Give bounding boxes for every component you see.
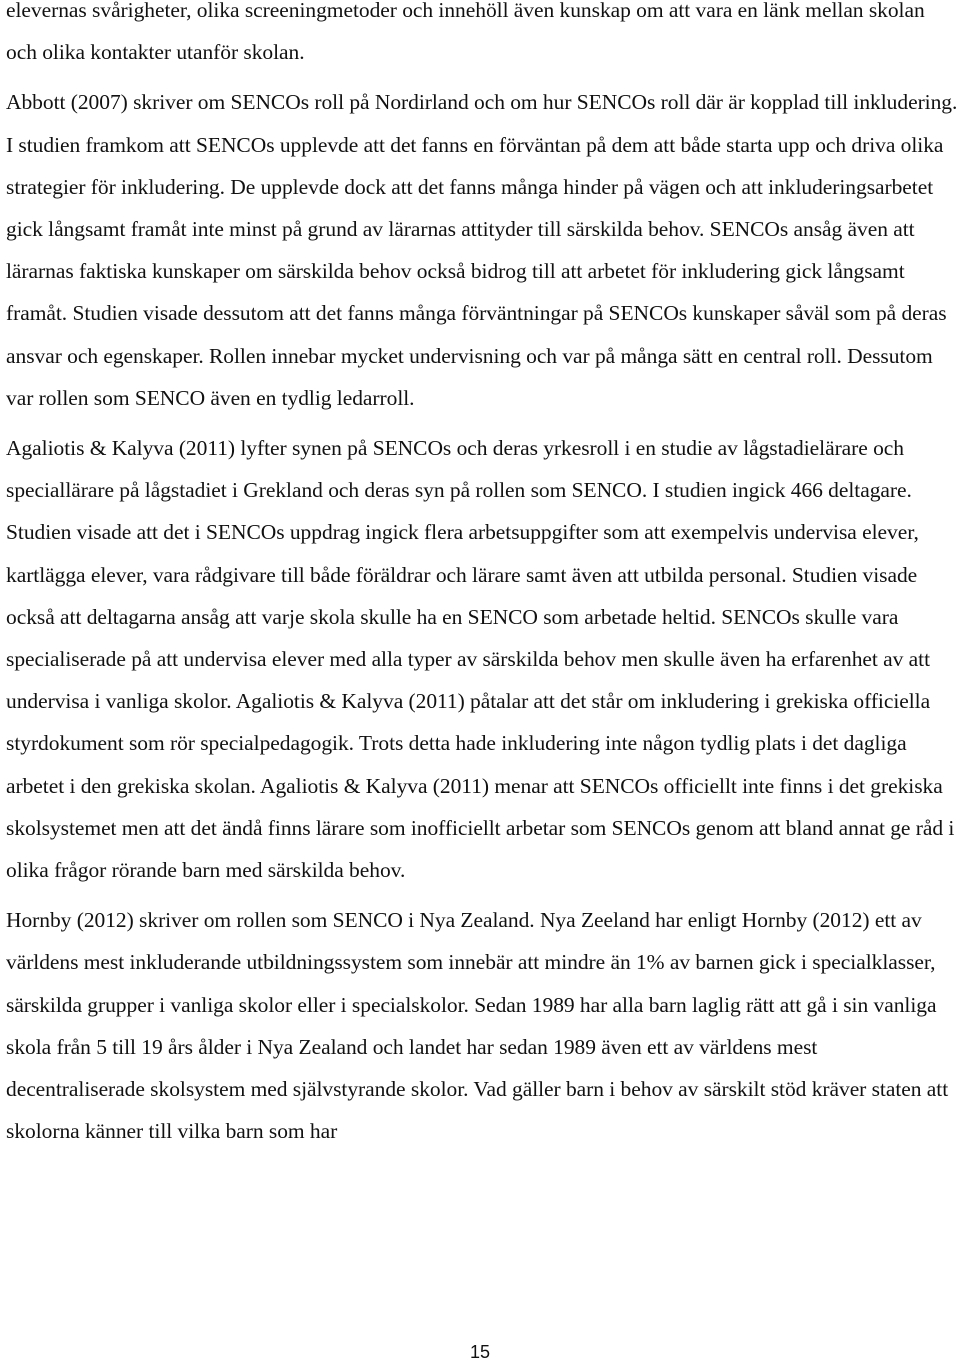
paragraph-hornby: Hornby (2012) skriver om rollen som SENCO i Nya Zealand. Nya Zeeland har enligt Hornby (2012) ett av världens mest inkluderande utbildningssystem som innebär att mindre än 1% av barnen gick i specialklasser, särskilda grupper i vanliga skolor eller i specialskolor. Sedan 1989 har alla barn laglig rätt att gå i sin vanliga skola från 5 till 19 års ålder i Nya Zealand och landet har sedan 1989 även ett av världens mest decentraliserade skolsystem med självstyrande skolor. Vad gäller barn i behov av särskilt stöd kräver staten att skolorna känner till vilka barn som har (6, 908, 949, 1144)
paragraph-abbott: Abbott (2007) skriver om SENCOs roll på Nordirland och om hur SENCOs roll där är kopplad till inkludering. I studien framkom att SENCOs upplevde att det fanns en förväntan på dem att både starta upp och driva olika strategier för inkludering. De upplevde dock att det fanns många hinder på vägen och att inkluderingsarbetet gick långsamt framåt inte minst på grund av lärarnas attityder till särskilda behov. SENCOs ansåg även att lärarnas faktiska kunskaper om särskilda behov också bidrog till att arbetet för inkludering gick långsamt framåt. Studien visade dessutom att det fanns många förväntningar på SENCOs kunskaper såväl som på deras ansvar och egenskaper. Rollen innebar mycket undervisning och var på många sätt en central roll. Dessutom var rollen som SENCO även en tydlig ledarroll. (6, 90, 958, 410)
document-page (6, 0, 960, 1152)
page-number: 15 (469, 1342, 491, 1362)
paragraph-continuation: elevernas svårigheter, olika screeningmetoder och innehöll även kunskap om att vara en länk mellan skolan och olika kontakter utanför skolan. (6, 0, 925, 65)
paragraph-agaliotis-kalyva: Agaliotis & Kalyva (2011) lyfter synen på SENCOs och deras yrkesroll i en studie av lågstadielärare och speciallärare på lågstadiet i Grekland och deras syn på rollen som SENCO. I studien ingick 466 deltagare. Studien visade att det i SENCOs uppdrag ingick flera arbetsuppgifter som att exempelvis undervisa elever, kartlägga elever, vara rådgivare till både föräldrar och lärare samt även att utbilda personal. Studien visade också att deltagarna ansåg att varje skola skulle ha en SENCO som arbetade heltid. SENCOs skulle vara specialiserade på att undervisa elever med alla typer av särskilda behov men skulle även ha erfarenhet av att undervisa i vanliga skolor. Agaliotis & Kalyva (2011) påtalar att det står om inkludering i grekiska officiella styrdokument som rör specialpedagogik. Trots detta hade inkludering inte någon tydlig plats i det dagliga arbetet i den grekiska skolan. Agaliotis & Kalyva (2011) menar att SENCOs officiellt inte finns i det grekiska skolsystemet men att det ändå finns lärare som inofficiellt arbetar som SENCOs genom att bland annat ge råd i olika frågor rörande barn med särskilda behov. (6, 436, 955, 883)
